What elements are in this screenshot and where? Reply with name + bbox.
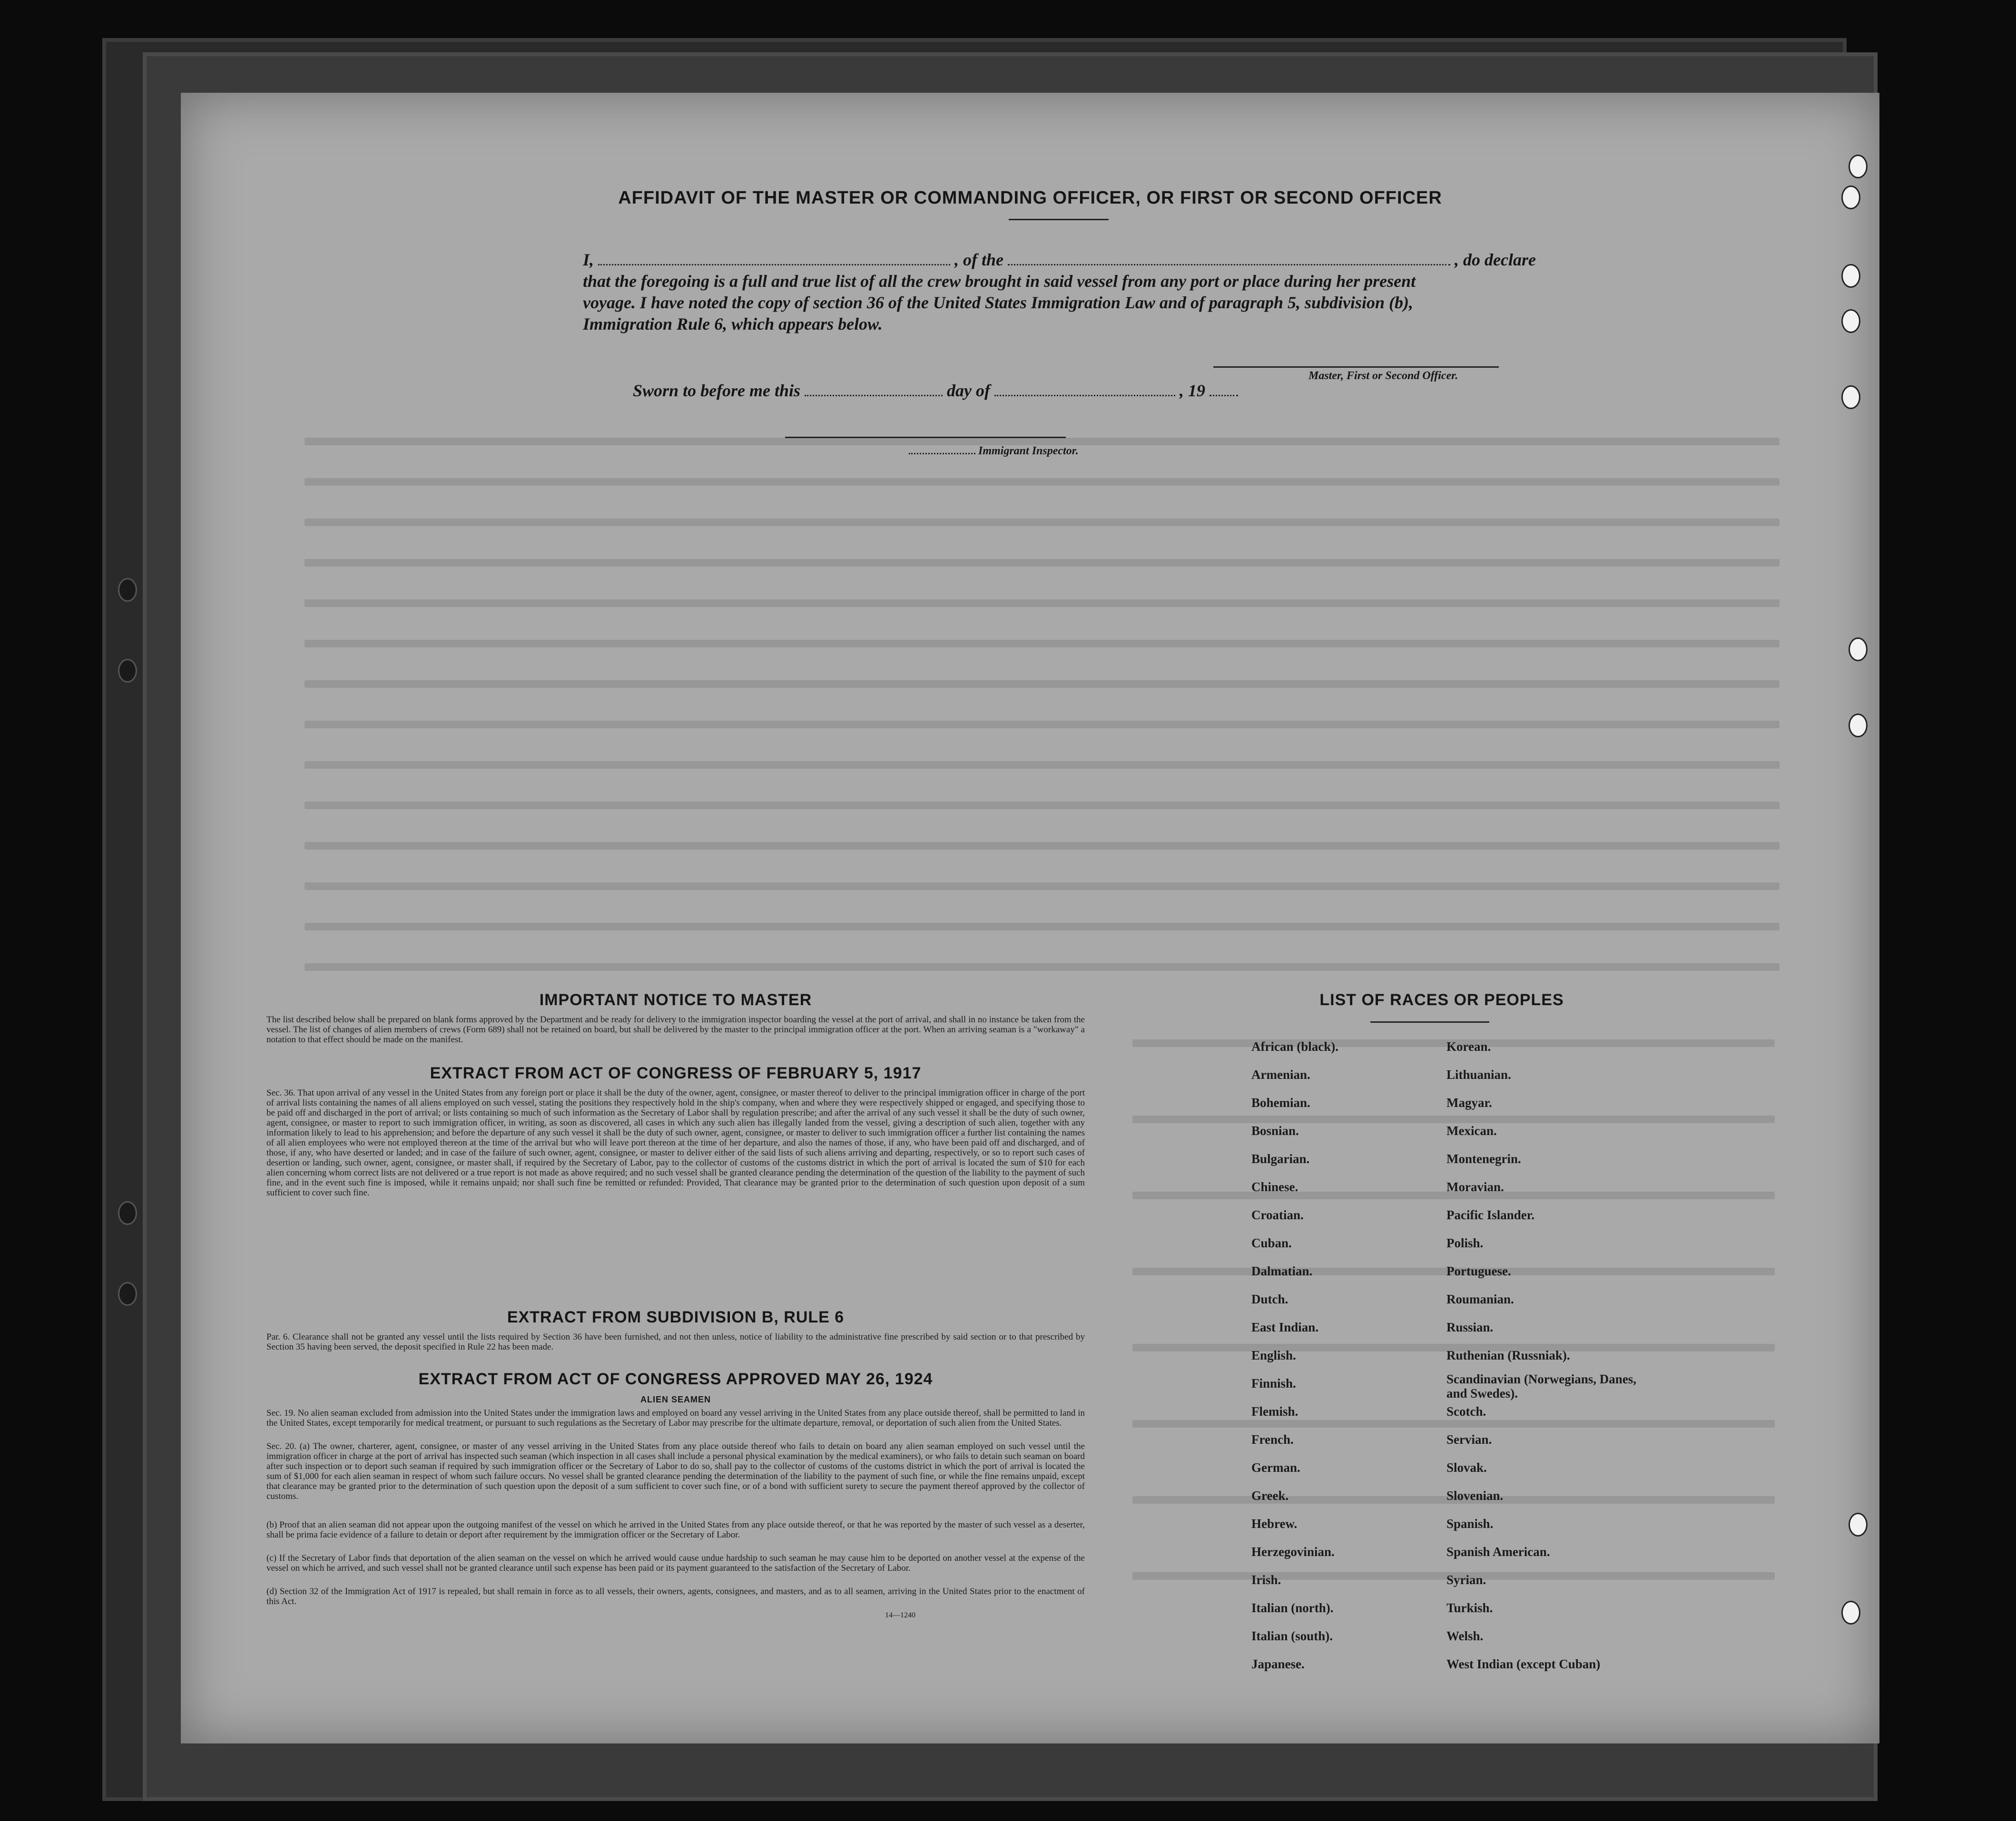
sworn-year-blank	[1210, 390, 1238, 396]
affidavit-line-1: that the foregoing is a full and true list of all the crew brought in said vessel from any port or place during her present	[583, 272, 1416, 291]
sec19-body: Sec. 19. No alien seaman excluded from admission into the United States under the immigration laws and employed on board any vessel arriving in the United States from any place outside thereof, shall be permitted to land in the United States, except temporarily for medical treatment, or pursuant to such regulations as the Secretary of Labor may prescribe for the ultimate departure, removal, or deportation of such alien from the United States.	[266, 1408, 1085, 1428]
sworn-line	[633, 381, 1238, 401]
inspector-signature-line	[785, 437, 1066, 438]
race-item: Italian (north).	[1251, 1601, 1334, 1615]
race-item: Herzegovinian.	[1251, 1545, 1335, 1559]
binding-hole	[118, 1282, 137, 1306]
race-item: Bosnian.	[1251, 1124, 1299, 1138]
race-item: Pacific Islander.	[1446, 1208, 1534, 1222]
race-item: Mexican.	[1446, 1124, 1497, 1138]
race-item: Irish.	[1251, 1573, 1281, 1587]
race-item: Spanish.	[1446, 1517, 1494, 1531]
i-label: I,	[583, 250, 594, 269]
binding-hole	[1841, 1601, 1860, 1625]
master-caption: Master, First or Second Officer.	[1308, 370, 1458, 382]
extract-1917-title: EXTRACT FROM ACT OF CONGRESS OF FEBRUARY 5, 1917	[430, 1064, 922, 1082]
affidavit-line-3: Immigration Rule 6, which appears below.	[583, 314, 883, 333]
of-the-label: , of the	[954, 250, 1004, 269]
race-item: Chinese.	[1251, 1180, 1298, 1194]
sworn-label: Sworn to before me this	[633, 381, 801, 400]
affidavit-title: AFFIDAVIT OF THE MASTER OR COMMANDING OFFICER, OR FIRST OR SECOND OFFICER	[618, 188, 1442, 208]
inspector-caption-text: Immigrant Inspector.	[978, 445, 1079, 457]
binding-hole	[118, 578, 137, 602]
race-item: Russian.	[1446, 1320, 1494, 1334]
title-underline	[1009, 219, 1109, 220]
race-item: Scotch.	[1446, 1404, 1486, 1419]
sec20c-body: (c) If the Secretary of Labor finds that deportation of the alien seaman on the vessel on which he arrived would cause undue hardship to such seaman he may cause him to be deported on another vessel at the expense of the vessel on which he arrived, and such vessel shall not be granted clearance until such expense has been paid or its payment guaranteed to the satisfaction of the Secretary of Labor.	[266, 1553, 1085, 1573]
race-item: Polish.	[1446, 1236, 1484, 1250]
race-item: Hebrew.	[1251, 1517, 1298, 1531]
race-item: French.	[1251, 1432, 1294, 1447]
sec20a-body: Sec. 20. (a) The owner, charterer, agent, consignee, or master of any vessel arriving in the United States from any place outside thereof who fails to detain on board any alien seaman employed on such vessel until the immigration officer in charge at the port of arrival has inspected such seaman (which inspection in all cases shall include a personal physical examination by the medical examiners), or who fails to detain such seaman on board after such inspection or to deport such seaman if required by such immigration officer or the Secretary of Labor to do so, shall pay to the collector of customs of the customs district in which the port of arrival is located the sum of $1,000 for each alien seaman in respect of whom such failure occurs. No vessel shall be granted clearance pending the determination of the liability to the payment of such fine, or while the fine remains unpaid, except that clearance may be granted prior to the determination of such question upon the deposit of a sum sufficient to cover such fine, or of a bond with sufficient surety to secure the payment thereof approved by the collector of customs.	[266, 1441, 1085, 1501]
sec20d-body: (d) Section 32 of the Immigration Act of 1917 is repealed, but shall remain in force as to all vessels, their owners, agents, consignees, and masters, and as to all seamen, arriving in the United States prior to the enactment of this Act.	[266, 1586, 1085, 1606]
binding-hole	[1849, 1513, 1868, 1537]
affidavit-line-2: voyage. I have noted the copy of section 36 of the United States Immigration Law and of paragraph 5, subdivision (b),	[583, 293, 1413, 312]
race-item: Flemish.	[1251, 1404, 1298, 1419]
race-item: Magyar.	[1446, 1096, 1492, 1110]
race-item: German.	[1251, 1460, 1300, 1475]
rule6-title: EXTRACT FROM SUBDIVISION B, RULE 6	[507, 1308, 845, 1326]
binding-hole	[1849, 714, 1868, 737]
race-item: East Indian.	[1251, 1320, 1319, 1334]
day-of-label: day of	[947, 381, 991, 400]
races-title: LIST OF RACES OR PEOPLES	[1319, 991, 1564, 1009]
race-item: Bohemian.	[1251, 1096, 1310, 1110]
races-title-underline	[1370, 1021, 1489, 1023]
form-number: 14—1240	[885, 1611, 915, 1619]
binding-hole	[1841, 186, 1860, 209]
race-item: Dutch.	[1251, 1292, 1288, 1306]
binding-hole	[1841, 264, 1860, 288]
vessel-blank	[1008, 259, 1450, 265]
binding-hole	[1849, 155, 1868, 178]
race-item: Croatian.	[1251, 1208, 1304, 1222]
notice-body: The list described below shall be prepared on blank forms approved by the Department and be ready for delivery to the immigration inspector boarding the vessel at the port of arrival, and shall in no instance be taken from the vessel. The list of changes of alien members of crews (Form 689) shall not be retained on board, but shall be delivered by the master to the principal immigration officer at the port. When an arriving seaman is a "workaway" a notation to that effect should be made on the manifest.	[266, 1015, 1085, 1045]
binding-hole	[1849, 637, 1868, 661]
race-item: Ruthenian (Russniak).	[1446, 1348, 1570, 1362]
race-item: Bulgarian.	[1251, 1152, 1310, 1166]
race-item: Dalmatian.	[1251, 1264, 1313, 1278]
race-item: Italian (south).	[1251, 1629, 1333, 1643]
race-item: Armenian.	[1251, 1067, 1310, 1082]
race-item: Moravian.	[1446, 1180, 1504, 1194]
binding-hole	[1841, 309, 1860, 333]
race-item: Japanese.	[1251, 1657, 1305, 1671]
extract-1917-body: Sec. 36. That upon arrival of any vessel in the United States from any foreign port or place it shall be the duty of the owner, agent, consignee, or master thereof to deliver to the principal immigration officer in charge of the port of arrival lists containing the names of all aliens employed on such vessel, stating the positions they respectively hold in the ship's company, when and where they were respectively shipped or engaged, and specifying those to be paid off and discharged in the port of arrival; or lists containing so much of such information as the Secretary of Labor shall by regulation prescribe; and after the arrival of any such vessel it shall be the duty of such owner, agent, consignee, or master to report to such immigration officer, in writing, as soon as discovered, all cases in which any such alien has illegally landed from the vessel, giving a description of such alien, together with any information likely to lead to his apprehension; and before the departure of any such vessel it shall be the duty of such owner, agent, consignee, or master to deliver to such immigration officer a further list containing the names of all alien employees who were not employed thereon at the time of the arrival but who will leave port thereon at the time of her departure, and also the names of those, if any, who have been paid off and discharged, and of those, if any, who have deserted or landed; and in case of the failure of such owner, agent, consignee, or master to deliver either of the said lists of such aliens arriving and departing, respectively, or so to report such cases of desertion or landing, such owner, agent, consignee, or master shall, if required by the Secretary of Labor, pay to the collector of customs of the customs district in which the port of arrival is located the sum of $10 for each alien concerning whom correct lists are not delivered or a true report is not made as above required; and no such vessel shall be granted clearance pending the determination of the question of the liability to the payment of such fine, and in the event such fine is imposed, while it remains unpaid; nor shall such fine be remitted or refunded: Provided, That clearance may be granted prior to the determination of such question upon deposit of a sum sufficient to cover such fine.	[266, 1088, 1085, 1198]
manifest-page	[181, 93, 1879, 1743]
notice-title: IMPORTANT NOTICE TO MASTER	[539, 991, 812, 1009]
name-blank	[598, 259, 950, 265]
race-item: Montenegrin.	[1446, 1152, 1521, 1166]
race-item: Korean.	[1446, 1039, 1491, 1054]
binding-hole	[118, 1201, 137, 1225]
sworn-month-blank	[994, 390, 1175, 396]
declaration-line	[583, 250, 1536, 270]
race-item: Portuguese.	[1446, 1264, 1511, 1278]
race-item: Turkish.	[1446, 1601, 1493, 1615]
race-item: Scandinavian (Norwegians, Danes, and Swedes).	[1446, 1372, 1637, 1400]
race-item: Greek.	[1251, 1488, 1289, 1503]
alien-seamen-heading: ALIEN SEAMEN	[640, 1395, 711, 1404]
inspector-blank	[909, 448, 975, 454]
race-item: Spanish American.	[1446, 1545, 1550, 1559]
sworn-day-blank	[805, 390, 943, 396]
sec20b-body: (b) Proof that an alien seaman did not appear upon the outgoing manifest of the vessel on which he arrived in the United States from any place outside thereof, or that he was reported by the master of such vessel as a deserter, shall be prima facie evidence of a failure to detain or deport after requirement by the immigration officer or the Secretary of Labor.	[266, 1520, 1085, 1540]
race-item: Syrian.	[1446, 1573, 1486, 1587]
binding-hole	[1841, 385, 1860, 409]
race-item: Roumanian.	[1446, 1292, 1514, 1306]
race-item: Slovenian.	[1446, 1488, 1504, 1503]
race-item: Slovak.	[1446, 1460, 1487, 1475]
inspector-caption	[909, 445, 1079, 458]
declare-label: , do declare	[1455, 250, 1536, 269]
race-item: West Indian (except Cuban)	[1446, 1657, 1601, 1671]
race-item: African (black).	[1251, 1039, 1338, 1054]
binding-hole	[118, 659, 137, 683]
race-item: Cuban.	[1251, 1236, 1292, 1250]
master-signature-line	[1213, 366, 1499, 368]
race-item: Finnish.	[1251, 1376, 1296, 1390]
race-item: Lithuanian.	[1446, 1067, 1511, 1082]
extract-1924-title: EXTRACT FROM ACT OF CONGRESS APPROVED MAY 26, 1924	[418, 1370, 933, 1388]
race-item: Welsh.	[1446, 1629, 1484, 1643]
race-item: Servian.	[1446, 1432, 1492, 1447]
race-item: English.	[1251, 1348, 1296, 1362]
rule6-body: Par. 6. Clearance shall not be granted any vessel until the lists required by Section 36 have been furnished, and not then unless, notice of liability to the administrative fine prescribed by said section or to that prescribed by Section 35 having been served, the deposit specified in Rule 22 has been made.	[266, 1332, 1085, 1352]
year-label: , 19	[1180, 381, 1206, 400]
